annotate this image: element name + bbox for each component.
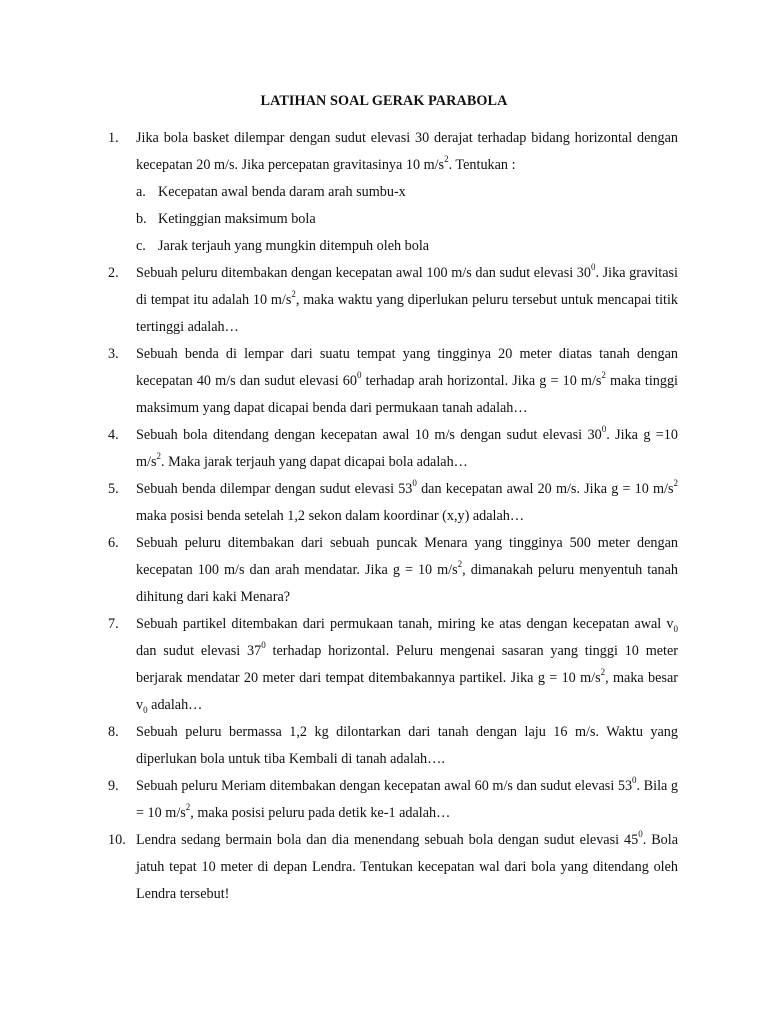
sub-question-text: Kecepatan awal benda daram arah sumbu-x (158, 184, 406, 200)
question-text: Sebuah peluru ditembakan dengan kecepatan awal 100 m/s dan sudut elevasi $30^0$. Jika gravitasi di tempat itu adalah 10 $m/s^2$, maka waktu yang diperlukan peluru tersebut untuk mencapai titik tertinggi adalah… (136, 262, 678, 335)
question-number: 4. (108, 427, 119, 443)
sub-question-letter: b. (136, 211, 147, 227)
question-number: 8. (108, 724, 119, 740)
sub-question-letter: a. (136, 184, 146, 200)
question-number: 5. (108, 481, 119, 497)
question-7 (108, 611, 678, 719)
sub-question-letter: c. (136, 238, 146, 254)
question-number: 10. (108, 832, 126, 848)
question-number: 1. (108, 130, 119, 146)
sub-question-text: Ketinggian maksimum bola (158, 211, 316, 227)
question-list (108, 125, 678, 908)
question-5 (108, 476, 678, 530)
question-number: 2. (108, 265, 119, 281)
question-text: Sebuah bola ditendang dengan kecepatan awal 10 m/s dengan sudut elevasi $30^0$. Jika g =10 $m/s^2$. Maka jarak terjauh yang dapat dicapai bola adalah… (136, 424, 678, 470)
question-text: Sebuah partikel ditembakan dari permukaan tanah, miring ke atas dengan kecepatan awal $v_0$ dan sudut elevasi $37^0$ terhadap horizontal. Peluru mengenai sasaran yang tinggi 10 meter berjarak mendatar 20 meter dari tempat ditembakannya partikel. Jika g = 10 $m/s^2$, maka besar $v_0$ adalah… (136, 616, 678, 715)
sub-question-a (136, 179, 678, 206)
question-text: Sebuah peluru bermassa 1,2 kg dilontarkan dari tanah dengan laju 16 m/s. Waktu yang diperlukan bola untuk tiba Kembali di tanah adalah…. (136, 724, 678, 767)
question-4 (108, 422, 678, 476)
question-6 (108, 530, 678, 611)
sub-question-c (136, 233, 678, 260)
document-title: LATIHAN SOAL GERAK PARABOLA (260, 93, 508, 109)
question-text: Sebuah peluru Meriam ditembakan dengan kecepatan awal 60 m/s dan sudut elevasi $53^0$. Bila g = 10 $m/s^2$, maka posisi peluru pada detik ke-1 adalah… (136, 775, 678, 821)
question-1 (108, 125, 678, 260)
sub-question-text: Jarak terjauh yang mungkin ditempuh oleh bola (158, 238, 430, 254)
question-number: 7. (108, 616, 119, 632)
question-text: Jika bola basket dilempar dengan sudut elevasi 30 derajat terhadap bidang horizontal dengan kecepatan 20 m/s. Jika percepatan gravitasinya 10 $m/s^2$. Tentukan : (136, 130, 678, 173)
question-number: 9. (108, 778, 119, 794)
question-10 (108, 827, 678, 908)
question-number: 3. (108, 346, 119, 362)
question-text: Sebuah benda dilempar dengan sudut elevasi $53^0$ dan kecepatan awal 20 m/s. Jika g = 10 $m/s^2$ maka posisi benda setelah 1,2 sekon dalam koordinar (x,y) adalah… (136, 478, 678, 524)
sub-question-list (136, 179, 678, 260)
question-3 (108, 341, 678, 422)
question-text: Lendra sedang bermain bola dan dia menendang sebuah bola dengan sudut elevasi $45^0$. Bola jatuh tepat 10 meter di depan Lendra. Tentukan kecepatan wal dari bola yang ditendang oleh Lendra tersebut! (136, 829, 678, 902)
question-8 (108, 719, 678, 773)
question-text: Sebuah benda di lempar dari suatu tempat yang tingginya 20 meter diatas tanah dengan kecepatan 40 m/s dan sudut elevasi $60^0$ terhadap arah horizontal. Jika g = 10 $m/s^2$ maka tinggi maksimum yang dapat dicapai benda dari permukaan tanah adalah… (136, 346, 678, 416)
question-text: Sebuah peluru ditembakan dari sebuah puncak Menara yang tingginya 500 meter dengan kecepatan 100 m/s dan arah mendatar. Jika g = 10 $m/s^2$, dimanakah peluru menyentuh tanah dihitung dari kaki Menara? (136, 535, 678, 605)
sub-question-b (136, 206, 678, 233)
question-2 (108, 260, 678, 341)
question-9 (108, 773, 678, 827)
question-number: 6. (108, 535, 119, 551)
